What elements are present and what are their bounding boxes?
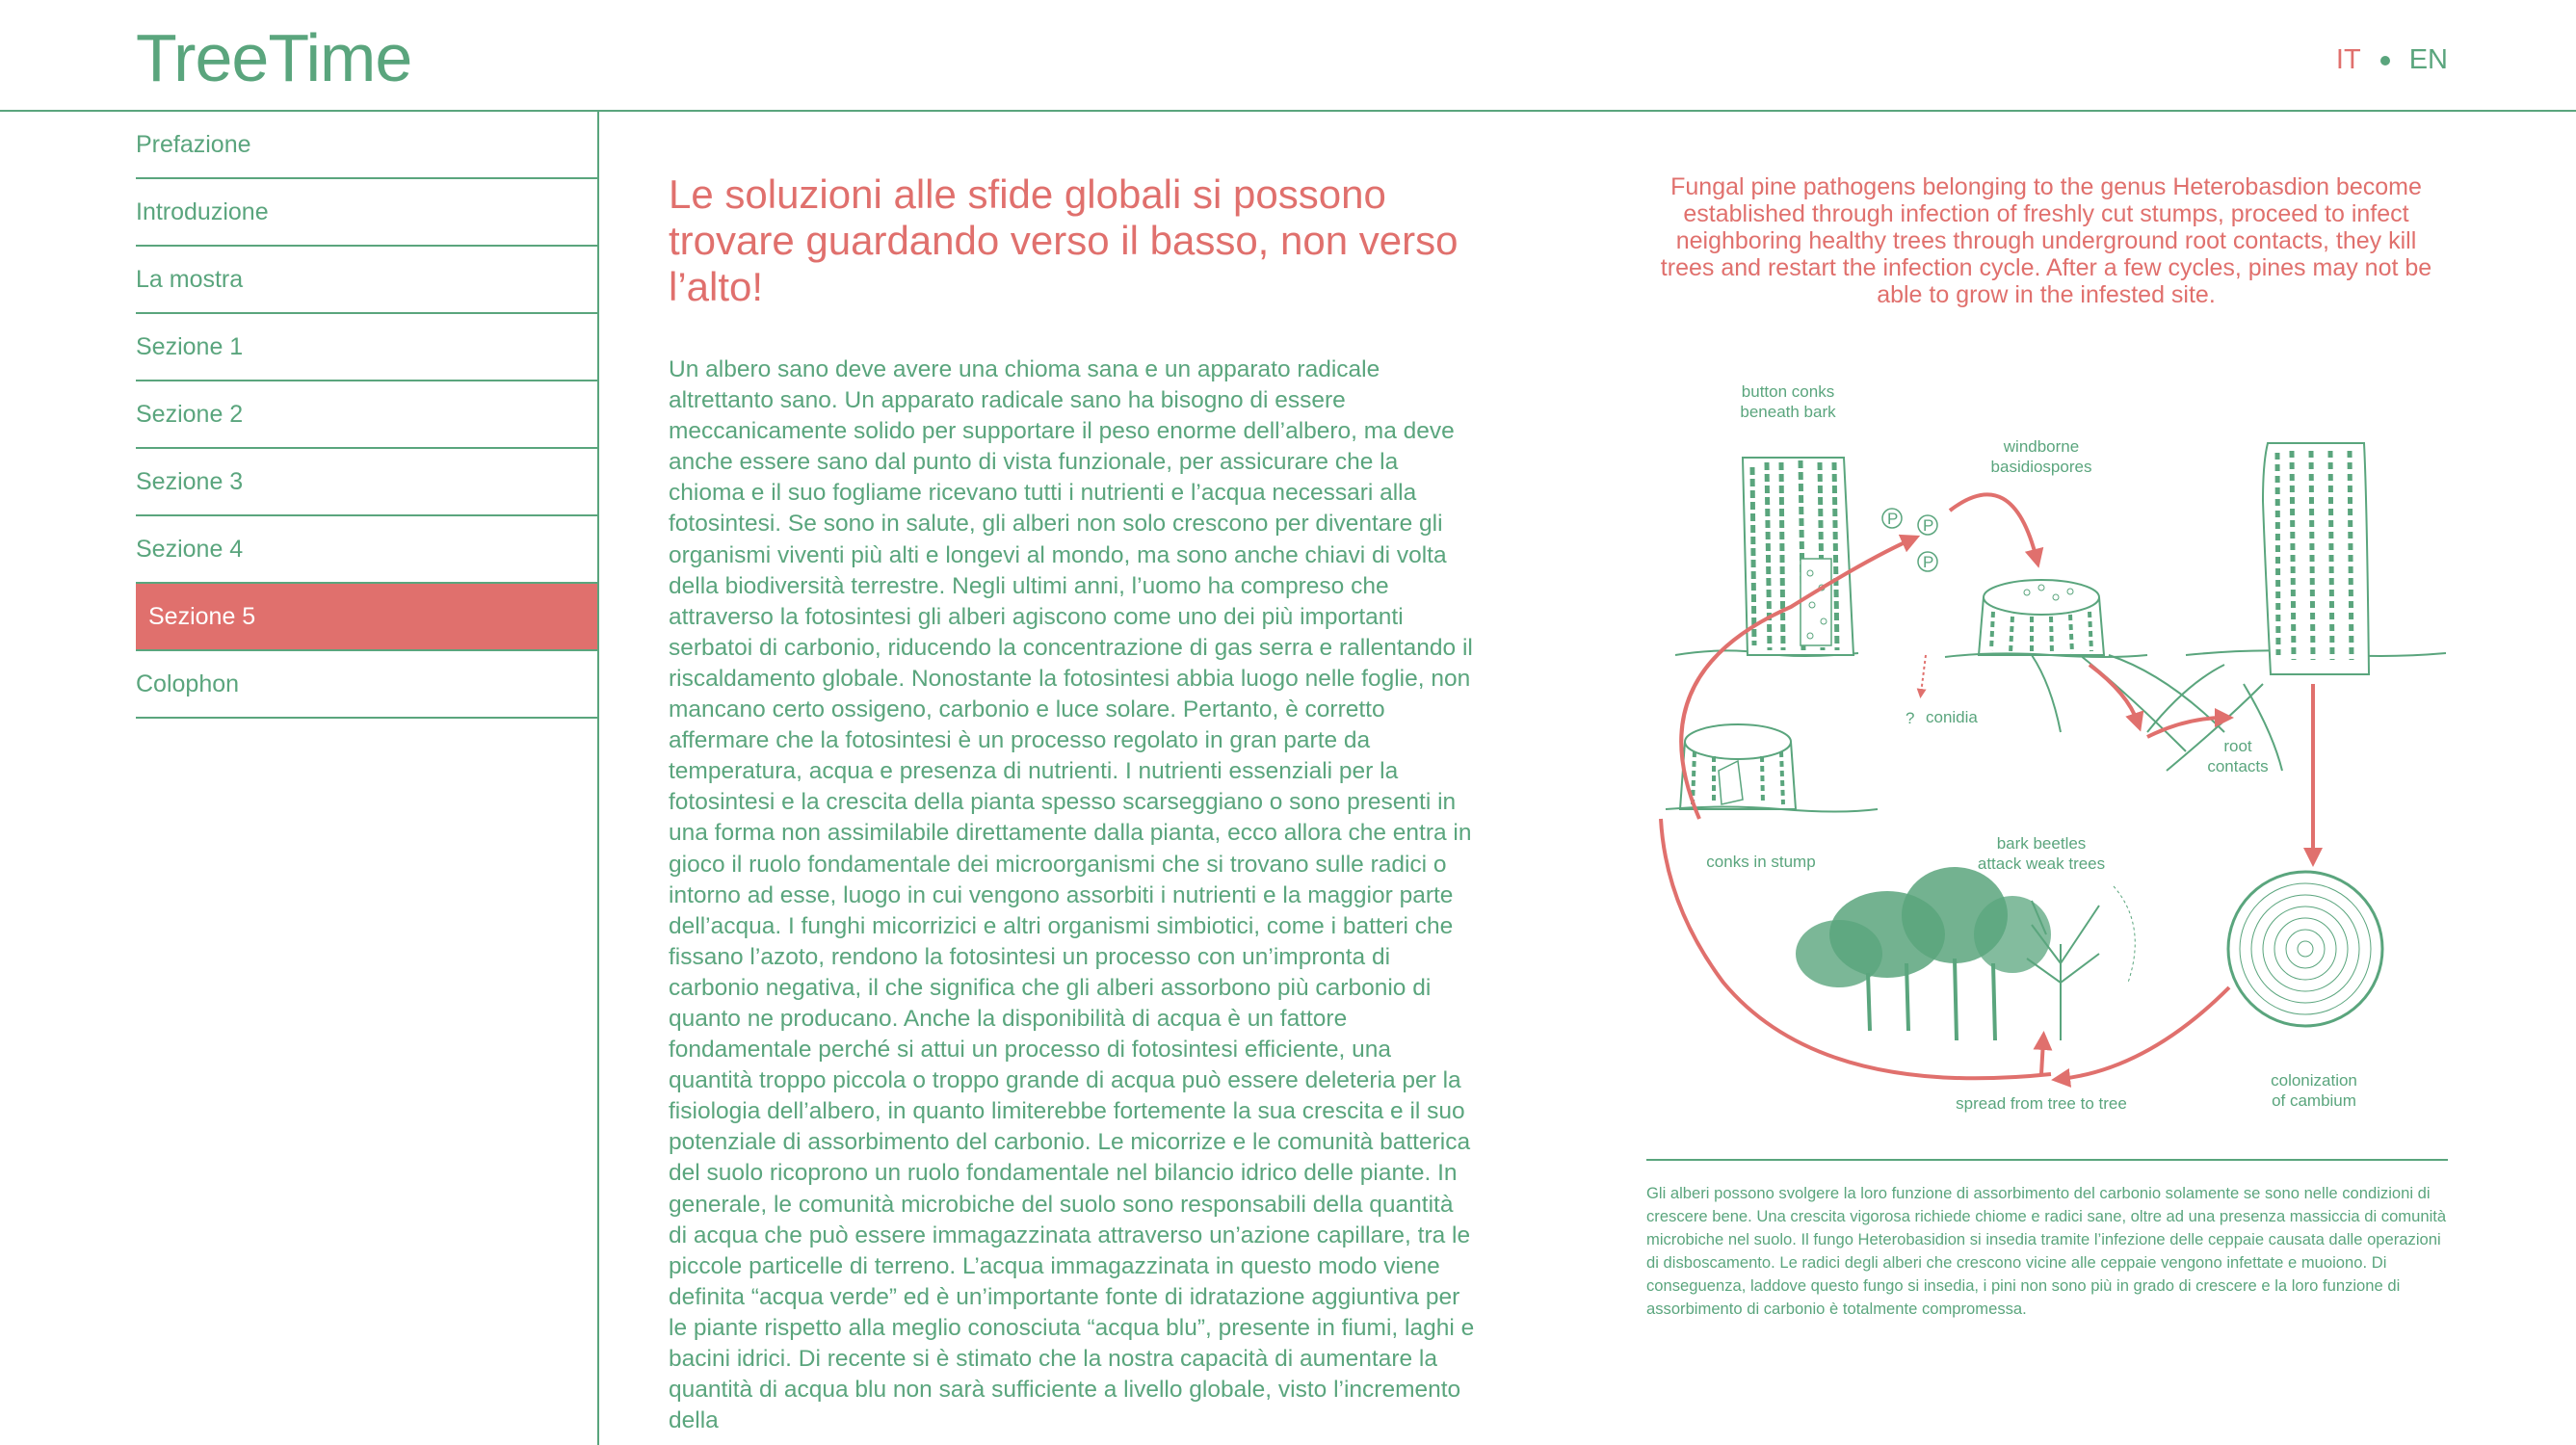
arrow-to-root-contacts [2090, 665, 2138, 722]
nav-item-sezione-5[interactable]: Sezione 5 [136, 584, 597, 651]
sidebar-divider [597, 112, 599, 1445]
figure-divider [1646, 1159, 2448, 1161]
label-spread: spread from tree to tree [1956, 1094, 2127, 1113]
label-conidia: conidia [1926, 708, 1978, 726]
label-question: ? [1906, 709, 1915, 727]
label-conks-in-stump: conks in stump [1706, 853, 1816, 871]
lang-it-link[interactable]: IT [2335, 44, 2361, 75]
label-button-conks-1: button conks [1741, 382, 1835, 401]
figure-title: Fungal pine pathogens belonging to the genus Heterobasdion become established through infection of freshly cut stumps, proceed to infect neighboring healthy trees through underground root contacts, they kill trees and restart the infection cycle. After a few cycles, pines may not be able to grow in the infested site. [1660, 173, 2432, 308]
label-colonization-2: of cambium [2272, 1091, 2356, 1110]
lang-en-link[interactable]: EN [2408, 44, 2448, 75]
nav-item-introduzione[interactable]: Introduzione [136, 179, 597, 247]
nav-item-colophon[interactable]: Colophon [136, 651, 597, 719]
label-root-contacts-1: root [2223, 737, 2252, 755]
arrow-spread-up [2041, 1040, 2043, 1074]
cambium-cross-section [2228, 872, 2382, 1026]
article-heading: Le soluzioni alle sfide globali si possono trovare guardando verso il basso, non verso l’alto! [669, 171, 1459, 309]
arrow-cambium-to-spread [2061, 987, 2229, 1079]
nav-item-sezione-2[interactable]: Sezione 2 [136, 381, 597, 449]
nav-item-la-mostra[interactable]: La mostra [136, 247, 597, 314]
forest-trees [1796, 867, 2135, 1040]
sidebar-nav [136, 112, 597, 719]
nav-item-sezione-1[interactable]: Sezione 1 [136, 314, 597, 381]
stump-middle [1979, 580, 2104, 655]
arrow-windborne [1950, 494, 2037, 559]
nav-item-prefazione[interactable]: Prefazione [136, 112, 597, 179]
lang-separator-dot [2380, 56, 2390, 66]
figure-caption: Gli alberi possono svolgere la loro funzione di assorbimento del carbonio solamente se sono nelle condizioni di crescere bene. Una crescita vigorosa richiede chiome e radici sane, oltre ad una presenza massiccia di comunità microbiche nel suolo. Il fungo Heterobasidion si insedia tramite l’infezione delle ceppaie causata dalle operazioni di disboscamento. Le radici degli alberi che crescono vicine alle ceppaie vengono infettate e muoiono. Di conseguenza, laddove questo fungo si insedia, i pini non sono più in grado di crescere e la loro funzione di assorbimento di carbonio è totalmente compromessa. [1646, 1184, 2447, 1318]
label-colonization-1: colonization [2271, 1071, 2357, 1090]
site-header [0, 0, 2576, 112]
label-bark-beetles-2: attack weak trees [1977, 854, 2106, 873]
tree-trunk-left [1743, 458, 1853, 655]
label-windborne-1: windborne [2003, 437, 2080, 456]
stump-bottom-left [1680, 724, 1796, 809]
spore-symbol-1: P [1887, 510, 1899, 528]
label-bark-beetles-1: bark beetles [1996, 834, 2087, 853]
label-root-contacts-2: contacts [2207, 757, 2269, 775]
article-body: Un albero sano deve avere una chioma sana e un apparato radicale altrettanto sano. Un apparato radicale sano ha bisogno di essere meccanicamente solido per supportare il peso enorme dell’albero, ma deve anche essere sano dal punto di vista funzionale, per assicurare che la chioma e il suo fogliame ricevano tutti i nutrienti e l’acqua necessari alla fotosintesi. Se sono in salute, gli alberi non solo crescono per diventare gli organismi viventi più alti e longevi al mondo, ma sono anche chiavi di volta della biodiversità terrestre. Negli ultimi anni, l’uomo ha compreso che attraverso la fotosintesi gli alberi agiscono come uno dei più importanti serbatoi di carbonio, riducendo la concentrazione di gas serra e rallentando il riscaldamento globale. Nonostante la fotosintesi abbia luogo nelle foglie, non mancano certo ossigeno, carbonio e luce solare. Pertanto, è corretto affermare che la fotosintesi è un processo regolato in gran parte da temperatura, acqua e presenza di nutrienti. I nutrienti essenziali per la fotosintesi e la crescita della pianta spesso scarseggiano o sono presenti in una forma non assimilabile direttamente dalla pianta, ecco allora che entra in gioco il ruolo fondamentale dei microorganismi che si trovano sulle radici o intorno ad esse, luogo in cui vengono assorbiti i nutrienti e la maggior parte dell’acqua. I funghi micorrizici e altri organismi simbiotici, come i batteri che fissano l’azoto, rendono la fotosintesi un processo con un’impronta di carbonio negativa, il che significa che gli alberi assorbono più carbonio di quanto ne producano. Anche la disponibilità di acqua è un fattore fondamentale perché si attui un processo di fotosintesi efficiente, una quantità troppo piccola o troppo grande di acqua può essere deleteria per la fisiologia dell’albero, in quanto limiterebbe fortemente la sua crescita e il suo potenziale di assorbimento del carbonio. Le micorrize e le comunità batterica del suolo ricoprono un ruolo fondamentale nel bilancio idrico delle piante. In generale, le comunità microbiche del suolo sono responsabili della quantità di acqua che può essere immagazzinata attraverso un’azione capillare, tra le piccole particelle di terreno. L’acqua immagazzinata in questo modo viene definita “acqua verde” ed è un’importante fonte di idratazione aggiuntiva per le piante rispetto alla meglio conosciuta “acqua blu”, presente in fiumi, laghi e bacini idrici. Di recente si è stimato che la nostra capacità di aumentare la quantità di acqua blu non sarà sufficiente a livello globale, visto l’incremento della [669, 356, 1475, 1434]
label-button-conks-2: beneath bark [1740, 403, 1836, 421]
label-windborne-2: basidiospores [1990, 458, 2092, 476]
arrow-conidia [1921, 655, 1926, 694]
infection-cycle-diagram [1646, 366, 2446, 1127]
nav-item-sezione-3[interactable]: Sezione 3 [136, 449, 597, 516]
site-logo[interactable]: TreeTime [136, 20, 412, 95]
spore-symbol-3: P [1923, 553, 1934, 571]
tree-trunk-right [2263, 443, 2369, 674]
nav-item-sezione-4[interactable]: Sezione 4 [136, 516, 597, 584]
language-switcher [2336, 44, 2448, 76]
spore-symbol-2: P [1923, 516, 1934, 535]
